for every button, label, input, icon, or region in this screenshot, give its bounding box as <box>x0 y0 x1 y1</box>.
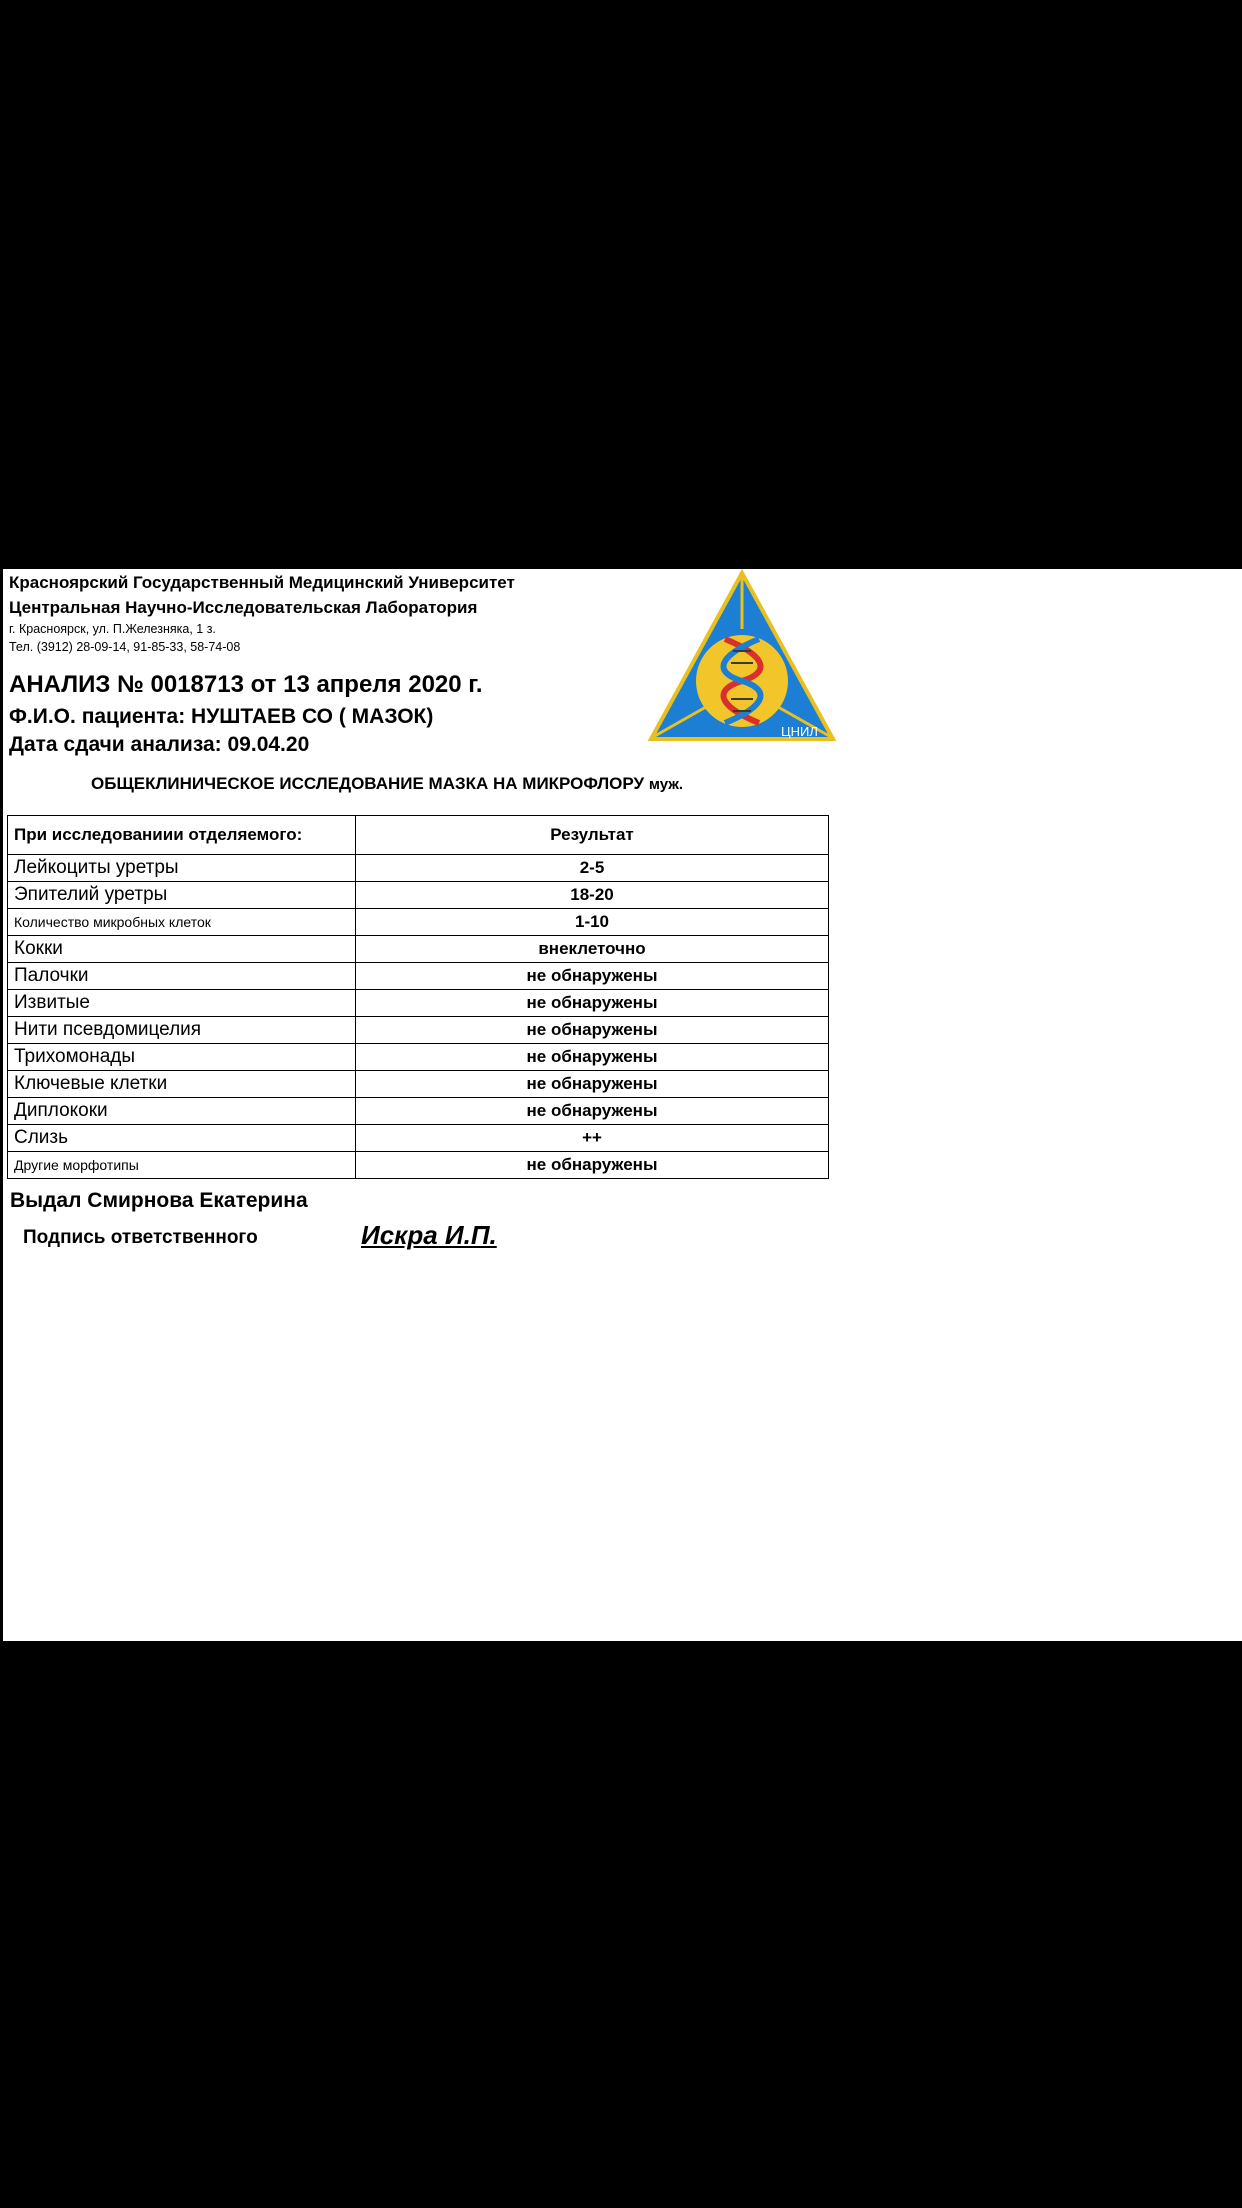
table-row <box>8 909 829 936</box>
row-value: не обнаружены <box>356 1017 829 1044</box>
row-name: Кокки <box>8 936 356 963</box>
row-name: Количество микробных клеток <box>8 909 356 936</box>
lab-report-sheet <box>3 569 1242 1641</box>
table-row <box>8 1017 829 1044</box>
table-row <box>8 990 829 1017</box>
section-title-main: ОБЩЕКЛИНИЧЕСКОЕ ИССЛЕДОВАНИЕ МАЗКА НА МИКРОФЛОРУ <box>91 774 645 793</box>
table-row <box>8 1071 829 1098</box>
row-name: Палочки <box>8 963 356 990</box>
row-value: внеклеточно <box>356 936 829 963</box>
report-header <box>9 569 515 656</box>
table-row <box>8 1044 829 1071</box>
row-value: не обнаружены <box>356 1098 829 1125</box>
row-name: Другие морфотипы <box>8 1152 356 1179</box>
table-header-row <box>8 816 829 855</box>
table-row <box>8 936 829 963</box>
row-name: Лейкоциты уретры <box>8 855 356 882</box>
submission-date: Дата сдачи анализа: 09.04.20 <box>9 733 310 756</box>
row-name: Диплококи <box>8 1098 356 1125</box>
row-value: не обнаружены <box>356 1152 829 1179</box>
table-row <box>8 882 829 909</box>
patient-name: Ф.И.О. пациента: НУШТАЕВ СО ( МАЗОК) <box>9 705 434 728</box>
table-row <box>8 1098 829 1125</box>
phone-line: Тел. (3912) 28-09-14, 91-85-33, 58-74-08 <box>9 640 241 654</box>
section-title <box>91 774 683 794</box>
row-name: Слизь <box>8 1125 356 1152</box>
analysis-title: АНАЛИЗ № 0018713 от 13 апреля 2020 г. <box>9 671 483 698</box>
header-parameter: При исследованиии отделяемого: <box>8 816 356 855</box>
table-row <box>8 1125 829 1152</box>
laboratory-name: Центральная Научно-Исследовательская Лаборатория <box>9 598 478 617</box>
header-result: Результат <box>356 816 829 855</box>
section-title-suffix: муж. <box>648 776 684 793</box>
table-row <box>8 963 829 990</box>
issued-by: Выдал Смирнова Екатерина <box>10 1189 308 1212</box>
cnil-logo-icon <box>647 569 837 743</box>
results-table <box>7 815 829 1179</box>
signature-value: Искра И.П. <box>361 1220 497 1250</box>
table-row <box>8 855 829 882</box>
logo-label: ЦНИЛ <box>781 724 818 739</box>
row-value: не обнаружены <box>356 1071 829 1098</box>
address-line: г. Красноярск, ул. П.Железняка, 1 з. <box>9 622 216 636</box>
row-value: 18-20 <box>356 882 829 909</box>
row-value: ++ <box>356 1125 829 1152</box>
row-value: не обнаружены <box>356 990 829 1017</box>
university-name: Красноярский Государственный Медицинский Университет <box>9 573 515 592</box>
row-name: Ключевые клетки <box>8 1071 356 1098</box>
row-value: 1-10 <box>356 909 829 936</box>
row-value: не обнаружены <box>356 963 829 990</box>
row-value: не обнаружены <box>356 1044 829 1071</box>
row-name: Эпителий уретры <box>8 882 356 909</box>
signature-label: Подпись ответственного <box>23 1227 258 1248</box>
row-name: Трихомонады <box>8 1044 356 1071</box>
table-row <box>8 1152 829 1179</box>
row-value: 2-5 <box>356 855 829 882</box>
row-name: Нити псевдомицелия <box>8 1017 356 1044</box>
row-name: Извитые <box>8 990 356 1017</box>
